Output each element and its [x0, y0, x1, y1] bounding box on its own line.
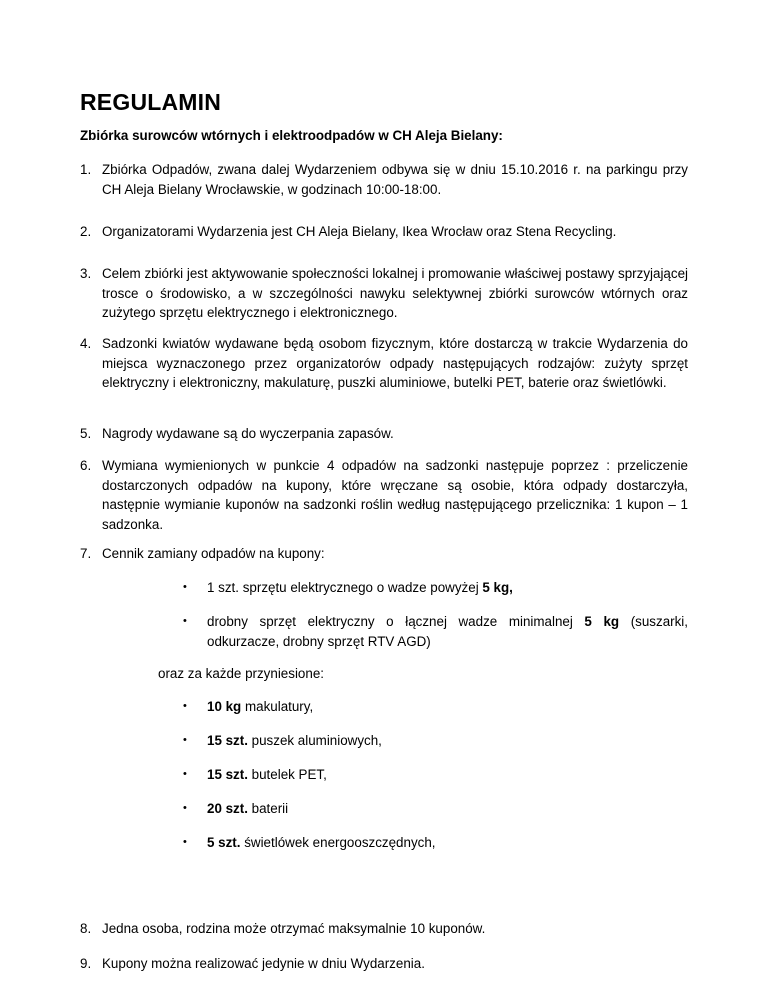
- bullet-icon: •: [183, 581, 187, 593]
- rule-number: 4.: [80, 336, 92, 351]
- rule-item-6: [80, 456, 688, 534]
- rule-text: Nagrody wydawane są do wyczerpania zapasów.: [102, 426, 394, 441]
- rule-number: 8.: [80, 921, 92, 936]
- rule-text: Celem zbiórki jest aktywowanie społeczności lokalnej i promowanie właściwej postawy sprzyjającej trosce o środowisko, a w szczególności nawyku selektywnej zbiórki surowców wtórnych oraz zużytego sprzętu elektrycznego i elektronicznego.: [102, 266, 688, 320]
- per-item-text: puszek aluminiowych,: [247, 733, 382, 748]
- rule-number: 2.: [80, 224, 92, 239]
- rule-text: Wymiana wymienionych w punkcie 4 odpadów na sadzonki następuje poprzez : przeliczenie dostarczonych odpadów na kupony, które wręczane są osobie, która odpady dostarczyła, następnie wymianie kuponów na sadzonki roślin według następującego przelicznika: 1 kupon – 1 sadzonka.: [102, 458, 688, 532]
- per-item-list-item: [183, 765, 688, 785]
- bullet-icon: •: [183, 734, 187, 746]
- price-amount: 5 kg: [584, 614, 620, 629]
- per-item-amount: 5 szt.: [207, 835, 241, 850]
- bullet-icon: •: [183, 615, 187, 627]
- rule-text: Jedna osoba, rodzina może otrzymać maksymalnie 10 kuponów.: [102, 921, 486, 936]
- price-amount: 5 kg,: [482, 580, 513, 595]
- price-text: 1 szt. sprzętu elektrycznego o wadze powyżej: [207, 580, 483, 595]
- rule-item-7: [80, 544, 688, 564]
- per-item-text: baterii: [247, 801, 289, 816]
- per-item-text: świetlówek energooszczędnych,: [240, 835, 436, 850]
- per-item-amount: 15 szt.: [207, 767, 248, 782]
- price-list-item: [183, 578, 688, 598]
- price-text: drobny sprzęt elektryczny o łącznej wadze minimalnej: [207, 614, 585, 629]
- rule-number: 7.: [80, 546, 92, 561]
- rule-number: 3.: [80, 266, 92, 281]
- per-item-list-item: [183, 697, 688, 717]
- bullet-icon: •: [183, 836, 187, 848]
- rule-text: Zbiórka Odpadów, zwana dalej Wydarzeniem odbywa się w dniu 15.10.2016 r. na parkingu przy CH Aleja Bielany Wrocławskie, w godzinach 10:00-18:00.: [102, 162, 688, 197]
- rule-number: 9.: [80, 956, 92, 971]
- rule-item-4: [80, 334, 688, 393]
- bullet-icon: •: [183, 768, 187, 780]
- document-subtitle: Zbiórka surowców wtórnych i elektroodpadów w CH Aleja Bielany:: [80, 128, 503, 143]
- rule-number: 6.: [80, 458, 92, 473]
- rule-item-9: [80, 954, 688, 974]
- rule-text: Cennik zamiany odpadów na kupony:: [102, 546, 325, 561]
- rule-number: 5.: [80, 426, 92, 441]
- rule-item-5: [80, 424, 688, 444]
- per-item-amount: 20 szt.: [207, 801, 248, 816]
- price-list-item: [183, 612, 688, 651]
- per-item-amount: 15 szt.: [207, 733, 248, 748]
- price-text: (suszarki, odkurzacze, drobny sprzęt RTV AGD): [207, 614, 688, 649]
- per-item-list-item: [183, 731, 688, 751]
- rule-text: Organizatorami Wydarzenia jest CH Aleja Bielany, Ikea Wrocław oraz Stena Recycling.: [102, 224, 617, 239]
- rule-item-1: [80, 160, 688, 199]
- rule-number: 1.: [80, 162, 92, 177]
- rule-item-8: [80, 919, 688, 939]
- per-item-text: butelek PET,: [247, 767, 327, 782]
- per-item-intro: oraz za każde przyniesione:: [158, 666, 324, 681]
- per-item-text: makulatury,: [241, 699, 314, 714]
- per-item-list-item: [183, 833, 688, 853]
- rule-item-3: [80, 264, 688, 323]
- per-item-amount: 10 kg: [207, 699, 242, 714]
- per-item-list-item: [183, 799, 688, 819]
- bullet-icon: •: [183, 700, 187, 712]
- document-title: REGULAMIN: [80, 89, 222, 115]
- rule-item-2: [80, 222, 688, 242]
- bullet-icon: •: [183, 802, 187, 814]
- rule-text: Kupony można realizować jedynie w dniu Wydarzenia.: [102, 956, 425, 971]
- rule-text: Sadzonki kwiatów wydawane będą osobom fizycznym, które dostarczą w trakcie Wydarzenia do miejsca wyznaczonego przez organizatorów odpady następujących rodzajów: zużyty sprzęt elektryczny i elektroniczny, makulaturę, puszki aluminiowe, butelki PET, baterie oraz świetlówki.: [102, 336, 688, 390]
